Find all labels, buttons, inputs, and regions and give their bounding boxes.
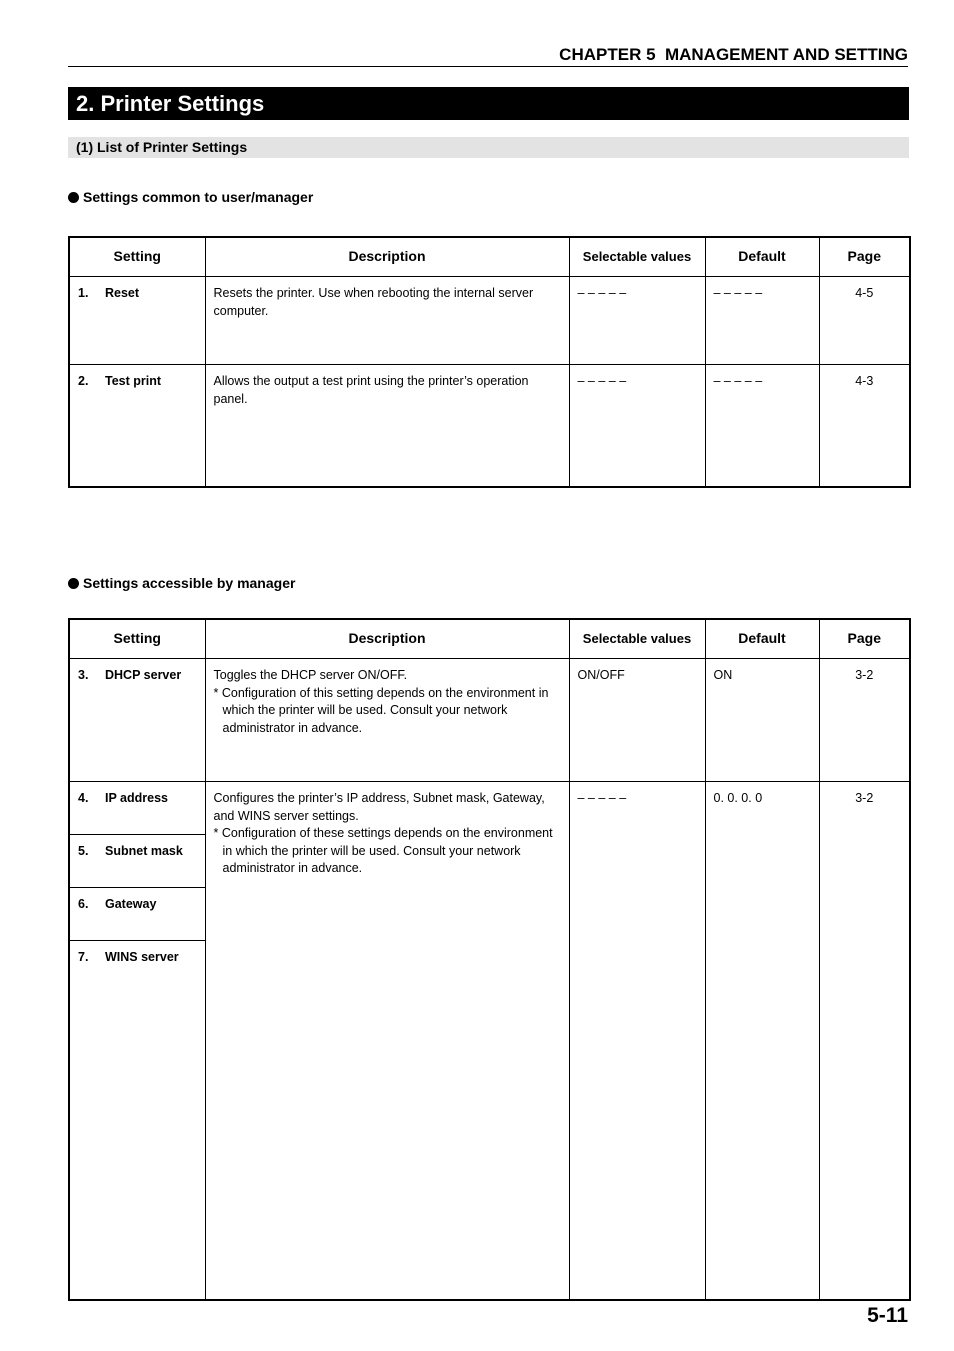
default-cell: – – – – – <box>705 277 819 365</box>
description-cell <box>205 659 569 782</box>
selectable-cell: ON/OFF <box>569 659 705 782</box>
description-text: Toggles the DHCP server ON/OFF. <box>213 668 408 682</box>
setting-item-wins-server: 7. WINS server <box>78 950 179 964</box>
group-title-common: Settings common to user/manager <box>68 188 313 206</box>
col-header-description: Description <box>205 619 569 659</box>
col-header-default: Default <box>705 237 819 277</box>
selectable-cell: – – – – – <box>569 782 705 1300</box>
col-header-page: Page <box>819 237 910 277</box>
col-header-selectable: Selectable values <box>569 237 705 277</box>
selectable-cell: – – – – – <box>569 277 705 365</box>
selectable-cell: – – – – – <box>569 365 705 487</box>
col-header-selectable: Selectable values <box>569 619 705 659</box>
settings-table-common <box>68 236 911 488</box>
bullet-icon <box>68 578 79 589</box>
default-cell: 0. 0. 0. 0 <box>705 782 819 1300</box>
page-cell: 4-3 <box>819 365 910 487</box>
setting-item-gateway: 6. Gateway <box>70 888 205 941</box>
description-note: * Configuration of this setting depends on the environment in which the printer will be used. Consult your network administrator in advance. <box>213 685 549 735</box>
table-row <box>69 277 910 365</box>
page-number: 5-11 <box>867 1304 908 1327</box>
chapter-header: CHAPTER 5 MANAGEMENT AND SETTING <box>68 44 908 67</box>
table-row <box>69 659 910 782</box>
setting-item-subnet-mask: 5. Subnet mask <box>70 835 205 888</box>
table-row <box>69 365 910 487</box>
description-text: Configures the printer’s IP address, Subnet mask, Gateway, and WINS server settings. <box>213 791 545 823</box>
col-header-setting: Setting <box>69 619 205 659</box>
setting-cell-group <box>69 782 205 1300</box>
table-header-row <box>69 619 910 659</box>
page-cell: 3-2 <box>819 782 910 1300</box>
setting-cell: 1. Reset <box>69 277 205 365</box>
table-row <box>69 782 910 1300</box>
settings-table-manager <box>68 618 911 1301</box>
page-cell: 4-5 <box>819 277 910 365</box>
group-title-manager: Settings accessible by manager <box>68 574 295 592</box>
col-header-description: Description <box>205 237 569 277</box>
description-cell <box>205 782 569 1300</box>
setting-cell: 2. Test print <box>69 365 205 487</box>
description-cell: Resets the printer. Use when rebooting the internal server computer. <box>205 277 569 365</box>
description-cell: Allows the output a test print using the printer’s operation panel. <box>205 365 569 487</box>
col-header-page: Page <box>819 619 910 659</box>
section-title: 2. Printer Settings <box>68 87 909 120</box>
setting-item-ip-address: 4. IP address <box>70 782 205 835</box>
default-cell: – – – – – <box>705 365 819 487</box>
description-note: * Configuration of these settings depends on the environment in which the printer will be used. Consult your network administrator in advance. <box>213 826 553 875</box>
bullet-icon <box>68 192 79 203</box>
table-header-row <box>69 237 910 277</box>
col-header-setting: Setting <box>69 237 205 277</box>
col-header-default: Default <box>705 619 819 659</box>
default-cell: ON <box>705 659 819 782</box>
page-cell: 3-2 <box>819 659 910 782</box>
setting-cell: 3. DHCP server <box>69 659 205 782</box>
subsection-title: (1) List of Printer Settings <box>68 137 909 158</box>
